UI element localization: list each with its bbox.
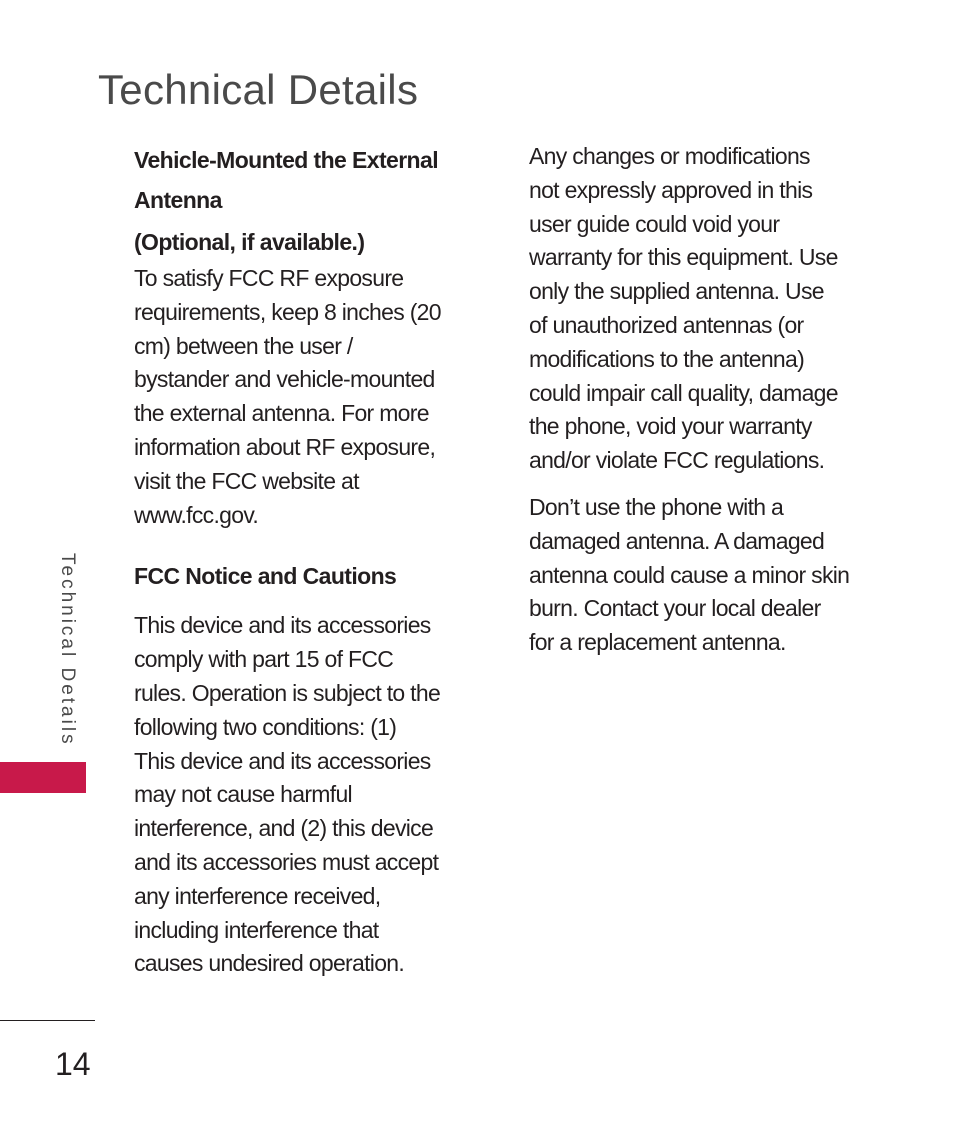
- text-line: not expressly approved in this: [529, 176, 813, 203]
- section-heading-continued: Antenna: [134, 187, 222, 213]
- text-line: antenna could cause a minor skin: [529, 561, 850, 588]
- text-line: following two conditions: (1): [134, 713, 397, 740]
- text-line: only the supplied antenna. Use: [529, 278, 824, 305]
- text-line: and/or violate FCC regulations.: [529, 447, 825, 474]
- text-line: may not cause harmful: [134, 781, 352, 808]
- text-line: and its accessories must accept: [134, 848, 439, 875]
- side-tab-label: Technical Details: [57, 553, 78, 747]
- text-line: for a replacement antenna.: [529, 629, 786, 656]
- section-vehicle-antenna: [134, 140, 484, 532]
- text-line: including interference that: [134, 916, 379, 943]
- body-paragraph: [134, 609, 484, 981]
- right-column: [529, 140, 881, 660]
- body-paragraph: [134, 262, 484, 532]
- page-number: 14: [55, 1046, 91, 1082]
- text-line: www.fcc.gov.: [134, 501, 259, 528]
- text-line: To satisfy FCC RF exposure: [134, 265, 404, 291]
- text-line: the external antenna. For more: [134, 400, 429, 427]
- text-line: This device and its accessories: [134, 612, 431, 639]
- footer-divider: [0, 1020, 95, 1021]
- side-tab-marker: [0, 762, 86, 793]
- text-line: damaged antenna. A damaged: [529, 527, 825, 554]
- text-line: Any changes or modifications: [529, 143, 810, 169]
- text-line: bystander and vehicle-mounted: [134, 366, 435, 393]
- section-subheading: (Optional, if available.): [134, 229, 365, 255]
- text-line: comply with part 15 of FCC: [134, 646, 394, 673]
- section-fcc-notice: [134, 556, 484, 981]
- text-line: any interference received,: [134, 882, 381, 909]
- text-line: interference, and (2) this device: [134, 815, 434, 842]
- text-line: visit the FCC website at: [134, 467, 359, 494]
- text-line: causes undesired operation.: [134, 950, 405, 977]
- text-line: modifications to the antenna): [529, 345, 805, 372]
- section-heading: FCC Notice and Cautions: [134, 563, 397, 590]
- text-line: burn. Contact your local dealer: [529, 595, 821, 622]
- left-column: [134, 140, 484, 981]
- text-line: could impair call quality, damage: [529, 379, 838, 406]
- text-line: information about RF exposure,: [134, 433, 436, 460]
- page-title: Technical Details: [98, 66, 419, 113]
- text-line: user guide could void your: [529, 210, 780, 237]
- body-paragraph: [529, 140, 881, 478]
- text-line: of unauthorized antennas (or: [529, 311, 804, 338]
- text-line: rules. Operation is subject to the: [134, 679, 441, 706]
- text-line: warranty for this equipment. Use: [529, 244, 838, 271]
- text-line: the phone, void your warranty: [529, 413, 812, 440]
- text-line: cm) between the user /: [134, 332, 353, 359]
- text-line: Don’t use the phone with a: [529, 493, 784, 520]
- text-line: requirements, keep 8 inches (20: [134, 298, 441, 325]
- section-heading: Vehicle-Mounted the External: [134, 147, 438, 173]
- body-paragraph: [529, 491, 881, 660]
- text-line: This device and its accessories: [134, 747, 431, 774]
